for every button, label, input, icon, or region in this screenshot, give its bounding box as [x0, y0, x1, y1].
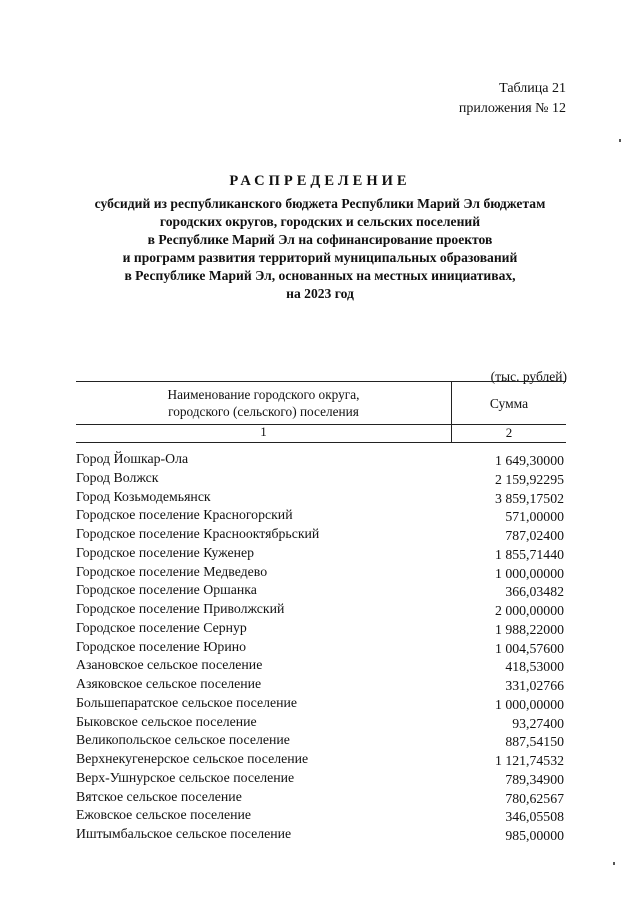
municipality-name: Городское поселение Юрино	[76, 638, 246, 654]
subsidy-amount: 1 649,30000	[495, 453, 564, 468]
municipality-name: Ежовское сельское поселение	[76, 807, 252, 823]
subsidy-amount: 1 000,00000	[495, 565, 564, 581]
table-body	[76, 450, 566, 844]
table-row	[76, 600, 566, 619]
subsidy-amount: 366,03482	[505, 584, 564, 600]
municipality-name: Верхнекугенерское сельское поселение	[76, 751, 309, 766]
table-row	[76, 525, 566, 544]
municipality-name: Иштымбальское сельское поселение	[76, 826, 292, 841]
municipality-name: Городское поселение Медведево	[76, 563, 268, 579]
municipality-name: Азяковское сельское поселение	[76, 676, 262, 691]
subtitle-line: на 2023 год	[286, 286, 354, 301]
table-row	[76, 769, 566, 788]
subsidy-amount: 331,02766	[505, 678, 564, 693]
subsidy-amount: 1 988,22000	[495, 621, 564, 637]
table-number: Таблица 21	[499, 81, 566, 96]
table-row	[76, 469, 566, 488]
table-row	[76, 825, 566, 844]
table-header	[76, 381, 566, 443]
document-heading: РАСПРЕДЕЛЕНИЕ	[229, 173, 411, 189]
subsidy-amount: 2 000,00000	[495, 603, 564, 618]
header-name-cell	[76, 386, 451, 420]
table-reference	[459, 79, 566, 119]
table-row	[76, 450, 566, 469]
header-name-line: Наименование городского округа,	[167, 387, 360, 402]
subtitle-line: и программ развития территорий муниципальных образований	[122, 250, 518, 265]
municipality-name: Большепаратское сельское поселение	[76, 694, 297, 710]
table-row	[76, 656, 566, 675]
municipality-name: Азановское сельское поселение	[76, 657, 263, 673]
table-row	[76, 713, 566, 732]
table-row	[76, 488, 566, 507]
document-subtitle	[60, 195, 580, 303]
table-row	[76, 563, 566, 582]
municipality-name: Город Козьмодемьянск	[76, 488, 211, 504]
units-label: (тыс. рублей)	[490, 369, 567, 384]
header-sum-cell: Сумма	[489, 396, 529, 411]
subsidy-amount: 3 859,17502	[495, 490, 564, 506]
municipality-name: Городское поселение Куженер	[76, 544, 254, 560]
subsidy-amount: 780,62567	[505, 790, 564, 806]
municipality-name: Город Волжск	[76, 469, 159, 485]
subsidy-amount: 418,53000	[505, 659, 564, 675]
subsidy-amount: 1 121,74532	[495, 753, 564, 768]
municipality-name: Верх-Ушнурское сельское поселение	[76, 769, 295, 785]
column-number-1: 1	[260, 424, 267, 439]
subsidy-amount: 1 855,71440	[495, 546, 564, 562]
municipality-name: Город Йошкар-Ола	[76, 451, 189, 466]
distribution-table	[76, 381, 566, 844]
subsidy-amount: 787,02400	[505, 528, 564, 543]
table-row	[76, 638, 566, 657]
header-name-line: городского (сельского) поселения	[168, 404, 359, 419]
municipality-name: Вятское сельское поселение	[76, 788, 242, 804]
table-row	[76, 506, 566, 525]
municipality-name: Великопольское сельское поселение	[76, 732, 290, 748]
table-row	[76, 806, 566, 825]
table-row	[76, 750, 566, 769]
municipality-name: Городское поселение Красногорский	[76, 507, 293, 523]
scan-speck	[613, 862, 615, 865]
subtitle-line: городских округов, городских и сельских поселений	[159, 214, 481, 229]
table-row	[76, 731, 566, 750]
municipality-name: Быковское сельское поселение	[76, 713, 257, 729]
subsidy-amount: 346,05508	[505, 809, 564, 825]
municipality-name: Городское поселение Оршанка	[76, 582, 257, 598]
municipality-name: Городское поселение Краснооктябрьский	[76, 526, 320, 541]
subsidy-amount: 93,27400	[512, 715, 564, 731]
table-row	[76, 788, 566, 807]
scan-speck	[619, 139, 621, 142]
subtitle-line: субсидий из республиканского бюджета Республики Марий Эл бюджетам	[94, 196, 546, 211]
subsidy-amount: 1 004,57600	[495, 640, 564, 656]
table-row	[76, 581, 566, 600]
table-row	[76, 694, 566, 713]
subsidy-amount: 571,00000	[505, 509, 564, 525]
subtitle-line: в Республике Марий Эл на софинансирование проектов	[147, 232, 493, 247]
subtitle-line: в Республике Марий Эл, основанных на местных инициативах,	[124, 268, 516, 283]
municipality-name: Городское поселение Приволжский	[76, 601, 285, 616]
subsidy-amount: 789,34900	[505, 771, 564, 787]
subsidy-amount: 985,00000	[505, 828, 564, 843]
subsidy-amount: 2 159,92295	[495, 471, 564, 487]
appendix-number: приложения № 12	[458, 101, 566, 116]
subsidy-amount: 887,54150	[505, 734, 564, 750]
subsidy-amount: 1 000,00000	[495, 696, 564, 712]
column-number-2: 2	[505, 425, 513, 440]
table-row	[76, 619, 566, 638]
table-row	[76, 675, 566, 694]
municipality-name: Городское поселение Сернур	[76, 619, 247, 635]
table-row	[76, 544, 566, 563]
